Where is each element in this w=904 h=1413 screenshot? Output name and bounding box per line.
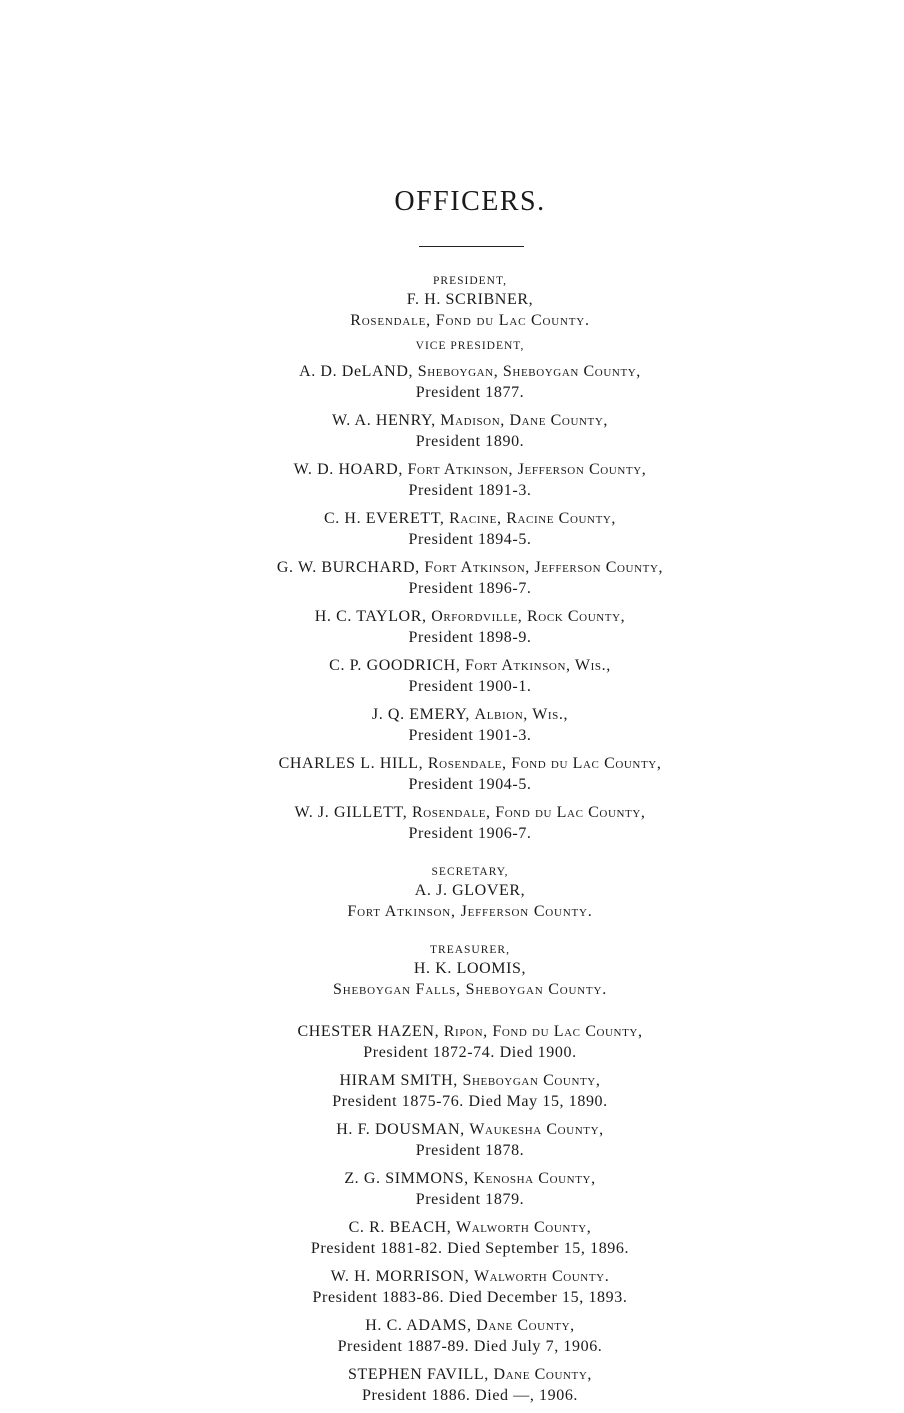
vice-president-place: Racine, Racine County,	[449, 510, 617, 527]
vice-president-term: President 1894-5.	[408, 531, 532, 548]
past-president-place: Ripon, Fond du Lac County,	[443, 1023, 643, 1040]
vice-president-name: W. D. HOARD,	[293, 461, 403, 478]
vice-president-place: Rosendale, Fond du Lac County,	[427, 755, 662, 772]
past-president-name-line	[0, 1266, 904, 1287]
past-president-place: Walworth County,	[456, 1219, 592, 1236]
past-president-name-line	[0, 1168, 904, 1189]
vice-president-name: J. Q. EMERY,	[371, 706, 470, 723]
past-president-place: Dane County,	[493, 1366, 592, 1383]
secretary-place: Fort Atkinson, Jefferson County.	[347, 903, 593, 920]
vice-president-entry	[0, 655, 904, 697]
vice-president-term: President 1898-9.	[408, 629, 532, 646]
vice-president-term: President 1891-3.	[408, 482, 532, 499]
vice-president-term: President 1890.	[415, 433, 525, 450]
past-president-entry	[0, 1021, 904, 1063]
treasurer-block	[0, 943, 904, 1000]
past-president-name-line	[0, 1217, 904, 1238]
vice-president-name-line	[0, 704, 904, 725]
vice-president-name: H. C. TAYLOR,	[314, 608, 427, 625]
past-presidents-list	[0, 1021, 904, 1406]
past-president-term: President 1883-86. Died December 15, 1893.	[312, 1289, 628, 1306]
treasurer-label: TREASURER,	[430, 944, 510, 956]
president-name: F. H. SCRIBNER,	[406, 291, 534, 308]
vice-president-name-line	[0, 802, 904, 823]
vice-president-header	[0, 339, 904, 354]
treasurer-place: Sheboygan Falls, Sheboygan County.	[333, 981, 607, 998]
vice-president-place: Rosendale, Fond du Lac County,	[411, 804, 646, 821]
page-title: OFFICERS.	[394, 186, 546, 217]
vice-president-place: Sheboygan, Sheboygan County,	[417, 363, 641, 380]
vice-president-name: W. J. GILLETT,	[294, 804, 408, 821]
vice-president-place: Madison, Dane County,	[440, 412, 608, 429]
past-president-name-line	[0, 1364, 904, 1385]
past-president-entry	[0, 1217, 904, 1259]
vice-president-name-line	[0, 655, 904, 676]
past-president-place: Sheboygan County,	[462, 1072, 601, 1089]
past-president-name: H. F. DOUSMAN,	[336, 1121, 465, 1138]
vice-president-list	[0, 361, 904, 844]
past-president-entry	[0, 1364, 904, 1406]
past-president-name-line	[0, 1315, 904, 1336]
vice-president-name-line	[0, 459, 904, 480]
past-president-name: HIRAM SMITH,	[339, 1072, 458, 1089]
past-president-name: STEPHEN FAVILL,	[348, 1366, 489, 1383]
vice-president-name-line	[0, 361, 904, 382]
president-block	[0, 274, 904, 331]
vice-president-entry	[0, 459, 904, 501]
president-label: PRESIDENT,	[433, 275, 507, 287]
vice-president-place: Fort Atkinson, Jefferson County,	[407, 461, 647, 478]
vice-president-entry	[0, 361, 904, 403]
vice-president-name-line	[0, 410, 904, 431]
past-president-term: President 1879.	[415, 1191, 525, 1208]
past-president-name: C. R. BEACH,	[348, 1219, 452, 1236]
vice-president-label: VICE PRESIDENT,	[415, 340, 525, 352]
vice-president-place: Fort Atkinson, Jefferson County,	[424, 559, 664, 576]
vice-president-entry	[0, 410, 904, 452]
vice-president-entry	[0, 557, 904, 599]
vice-president-name: C. H. EVERETT,	[323, 510, 445, 527]
secretary-name: A. J. GLOVER,	[414, 882, 526, 899]
vice-president-name: G. W. BURCHARD,	[276, 559, 420, 576]
past-president-name: CHESTER HAZEN,	[297, 1023, 440, 1040]
vice-president-term: President 1904-5.	[408, 776, 532, 793]
past-president-term: President 1881-82. Died September 15, 1896.	[310, 1240, 630, 1257]
treasurer-name: H. K. LOOMIS,	[413, 960, 527, 977]
vice-president-entry	[0, 802, 904, 844]
past-president-entry	[0, 1119, 904, 1161]
past-president-entry	[0, 1315, 904, 1357]
vice-president-name-line	[0, 508, 904, 529]
past-president-entry	[0, 1266, 904, 1308]
vice-president-term: President 1896-7.	[408, 580, 532, 597]
vice-president-place: Albion, Wis.,	[474, 706, 569, 723]
title-divider	[419, 246, 524, 247]
past-president-entry	[0, 1168, 904, 1210]
past-president-name: H. C. ADAMS,	[365, 1317, 472, 1334]
officers-list	[0, 274, 904, 1413]
president-place: Rosendale, Fond du Lac County.	[350, 312, 590, 329]
past-president-term: President 1886. Died —, 1906.	[361, 1387, 579, 1404]
past-president-name: W. H. MORRISON,	[330, 1268, 470, 1285]
vice-president-entry	[0, 606, 904, 648]
past-president-name: Z. G. SIMMONS,	[344, 1170, 469, 1187]
vice-president-term: President 1906-7.	[408, 825, 532, 842]
secretary-label: SECRETARY,	[431, 866, 509, 878]
vice-president-name-line	[0, 557, 904, 578]
vice-president-entry	[0, 508, 904, 550]
vice-president-name-line	[0, 753, 904, 774]
vice-president-entry	[0, 704, 904, 746]
vice-president-term: President 1877.	[415, 384, 525, 401]
past-president-name-line	[0, 1119, 904, 1140]
vice-president-entry	[0, 753, 904, 795]
vice-president-term: President 1900-1.	[408, 678, 532, 695]
vice-president-name: C. P. GOODRICH,	[329, 657, 461, 674]
vice-president-name: A. D. DeLAND,	[299, 363, 414, 380]
past-president-entry	[0, 1070, 904, 1112]
vice-president-place: Fort Atkinson, Wis.,	[465, 657, 611, 674]
vice-president-name: CHARLES L. HILL,	[278, 755, 424, 772]
past-president-name-line	[0, 1070, 904, 1091]
past-president-term: President 1878.	[415, 1142, 525, 1159]
past-president-term: President 1872-74. Died 1900.	[363, 1044, 577, 1061]
past-president-place: Dane County,	[476, 1317, 575, 1334]
vice-president-name-line	[0, 606, 904, 627]
past-president-place: Kenosha County,	[473, 1170, 596, 1187]
vice-president-name: W. A. HENRY,	[332, 412, 436, 429]
past-president-name-line	[0, 1021, 904, 1042]
past-president-place: Waukesha County,	[469, 1121, 604, 1138]
past-president-term: President 1875-76. Died May 15, 1890.	[332, 1093, 608, 1110]
past-president-term: President 1887-89. Died July 7, 1906.	[337, 1338, 603, 1355]
secretary-block	[0, 865, 904, 922]
past-president-place: Walworth County.	[473, 1268, 610, 1285]
vice-president-place: Orfordville, Rock County,	[431, 608, 626, 625]
vice-president-term: President 1901-3.	[408, 727, 532, 744]
